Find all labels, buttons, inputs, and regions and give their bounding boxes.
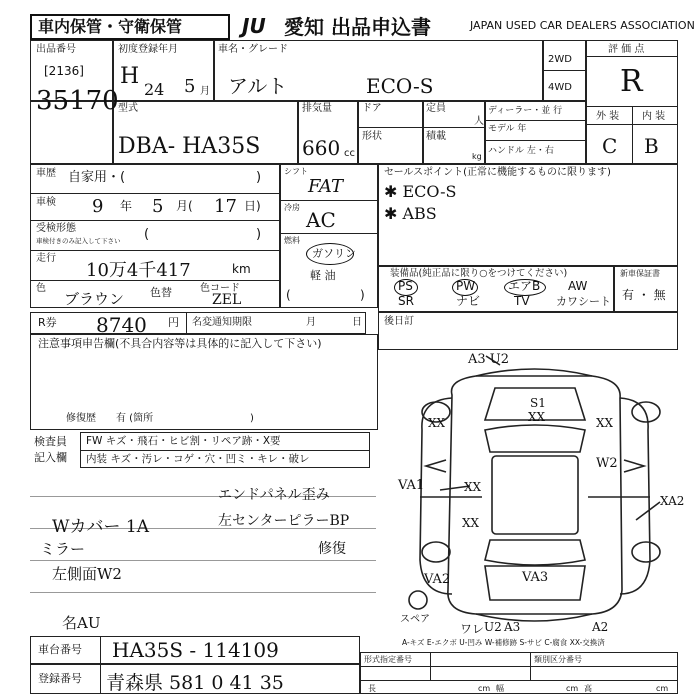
int-value: B bbox=[644, 134, 659, 158]
height-label: 高 bbox=[584, 684, 592, 693]
diagram-mark-front: A3 U2 bbox=[468, 352, 510, 367]
diagram-spare-label: スペア bbox=[400, 614, 430, 625]
equipment-label: 装備品(純正品に限り○をつけてください) bbox=[390, 268, 568, 279]
lot-number: 35170 bbox=[36, 86, 119, 116]
disp-unit: cc bbox=[344, 148, 355, 159]
inspector-label-2: 記入欄 bbox=[34, 451, 67, 464]
history-value: 自家用・( bbox=[68, 170, 126, 185]
recycle-value: 8740 bbox=[96, 313, 147, 337]
cap-label: 定員 bbox=[426, 103, 446, 114]
eval-value: R bbox=[620, 64, 643, 99]
repair-value: 有 (箇所 bbox=[116, 413, 154, 424]
memo-bottom: 名AU bbox=[62, 614, 101, 632]
memo-left-3: 左側面W2 bbox=[52, 565, 122, 583]
aircon-value: AC bbox=[306, 208, 336, 232]
receive-open: ( bbox=[144, 227, 150, 242]
diagram-mark-xa2: XA2 bbox=[660, 494, 685, 508]
history-close: ) bbox=[256, 170, 262, 185]
ext-value: C bbox=[602, 134, 618, 158]
inspection-month-unit: 月( bbox=[176, 199, 193, 213]
handle-label: ハンドル 左・右 bbox=[488, 146, 554, 156]
diagram-mark-a3: A3 bbox=[504, 620, 521, 634]
chassis-label: 車台番号 bbox=[38, 643, 82, 656]
notes-label: 注意事項申告欄(不具合内容等は具体的に記入して下さい) bbox=[38, 337, 322, 350]
inspection-month: 5 bbox=[152, 196, 164, 217]
inspector-row-2: 内装 キズ・汚レ・コゲ・穴・凹ミ・キレ・破レ bbox=[86, 453, 310, 465]
fuel-diesel: 軽 油 bbox=[310, 269, 336, 282]
reg-year: 24 bbox=[144, 80, 165, 99]
registration-label: 登録番号 bbox=[38, 672, 82, 685]
name-label: 車名・グレード bbox=[218, 44, 288, 55]
diagram-mark-xx-hood: XX bbox=[528, 410, 546, 424]
equip-ps: PS bbox=[398, 279, 413, 293]
inspection-label: 車検 bbox=[36, 197, 56, 208]
disp-label: 排気量 bbox=[302, 103, 332, 114]
diagram-mark-xx-left-door: XX bbox=[464, 480, 482, 494]
mileage-unit: km bbox=[232, 262, 251, 276]
load-label: 積載 bbox=[426, 131, 446, 142]
rear-seat-label: 後日訂 bbox=[384, 316, 414, 327]
aircon-label: 冷房 bbox=[284, 203, 300, 212]
selling-point-2: ✱ ABS bbox=[384, 204, 437, 223]
mileage-label: 走行 bbox=[36, 253, 56, 264]
shift-value: FAT bbox=[308, 176, 343, 197]
selling-point-1: ✱ ECO-S bbox=[384, 182, 457, 201]
diagram-mark-va2: VA2 bbox=[424, 572, 451, 587]
diagram-mark-xx-left-front: XX bbox=[428, 416, 446, 430]
mileage-value: 10万4千417 bbox=[86, 260, 191, 281]
color-code-label: 色コード bbox=[200, 283, 240, 294]
equip-navi: ナビ bbox=[456, 294, 481, 308]
reg-era: H bbox=[120, 64, 140, 89]
recycle-unit: 円 bbox=[168, 316, 179, 329]
memo-right-3: 修復 bbox=[318, 541, 346, 557]
length-label: 長 bbox=[368, 684, 376, 693]
diagram-mark-va1: VA1 bbox=[398, 478, 425, 493]
type-label: 型式 bbox=[118, 103, 138, 114]
equip-tv: TV bbox=[514, 294, 530, 308]
class-label: 類別区分番号 bbox=[534, 655, 582, 664]
lot-sub: [2136] bbox=[44, 64, 84, 78]
memo-right-1: エンドパネル歪み bbox=[218, 487, 330, 503]
equip-sr: SR bbox=[398, 294, 414, 308]
equip-aw: AW bbox=[568, 279, 588, 293]
inspection-day: 17 bbox=[214, 196, 237, 217]
diagram-mark-xx-left-rear: XX bbox=[462, 516, 480, 530]
reg-label: 初度登録年月 bbox=[118, 44, 178, 55]
equip-airbag: エアB bbox=[508, 279, 541, 293]
name-change-label: 名変通知期限 bbox=[192, 317, 252, 328]
diagram-mark-xx-right-front: XX bbox=[596, 416, 614, 430]
equip-pw: PW bbox=[456, 279, 476, 293]
inspection-year-unit: 年 bbox=[120, 199, 133, 213]
memo-left-2: ミラー bbox=[40, 540, 86, 558]
recycle-label: R券 bbox=[38, 316, 57, 329]
diagram-mark-s1: S1 bbox=[530, 396, 546, 410]
repair-label: 修復歴 bbox=[66, 413, 96, 424]
history-label: 車歴 bbox=[36, 168, 56, 179]
lot-label: 出品番号 bbox=[36, 44, 76, 55]
form-label: 形式指定番号 bbox=[364, 655, 412, 664]
dealer-label: ディーラー・並 行 bbox=[488, 106, 563, 116]
name-value: アルト bbox=[228, 74, 288, 98]
diagram-mark-a2: A2 bbox=[592, 620, 609, 634]
receive-close: ) bbox=[256, 227, 262, 242]
length-unit: cm bbox=[478, 684, 491, 693]
shape-label: 形状 bbox=[362, 131, 382, 142]
door-label: ドア bbox=[362, 103, 382, 114]
width-unit: cm bbox=[566, 684, 579, 693]
registration-value: 青森県 581 0 41 35 bbox=[106, 672, 284, 694]
drive-4wd: 4WD bbox=[548, 82, 572, 93]
type-value: DBA- HA35S bbox=[118, 134, 261, 159]
color-label: 色 bbox=[36, 283, 46, 294]
diagram-mark-w2: W2 bbox=[596, 456, 618, 471]
equip-seat: カワシート bbox=[556, 295, 611, 308]
repair-close: ) bbox=[250, 413, 254, 424]
diagram-mark-crack: ワレ bbox=[460, 622, 485, 636]
diagram-mark-u2: U2 bbox=[484, 620, 502, 634]
inspection-day-unit: 日) bbox=[244, 199, 261, 213]
fuel-open: ( bbox=[286, 288, 291, 302]
reg-month-unit: 月 bbox=[200, 86, 210, 97]
storage-title: 車内保管・守衛保管 bbox=[30, 14, 230, 40]
reg-month: 5 bbox=[184, 76, 196, 97]
eval-label: 評 価 点 bbox=[608, 44, 645, 55]
selling-label: セールスポイント(正常に機能するものに限ります) bbox=[384, 167, 611, 178]
memo-right-2: 左センターピラーBP bbox=[218, 513, 350, 529]
ju-logo: JU bbox=[242, 14, 266, 38]
disp-value: 660 bbox=[302, 136, 341, 160]
inspector-label-1: 検査員 bbox=[34, 435, 67, 448]
shift-label: シフト bbox=[284, 167, 308, 176]
recycle-month: 月 bbox=[306, 317, 316, 328]
fuel-close: ) bbox=[360, 288, 365, 302]
ext-label: 外 装 bbox=[596, 111, 620, 122]
chassis-value: HA35S - 114109 bbox=[112, 638, 279, 662]
association-name: JAPAN USED CAR DEALERS ASSOCIATION bbox=[470, 19, 695, 32]
inspector-row-1: FW キズ・飛石・ヒビ割・リペア跡・X要 bbox=[86, 435, 281, 447]
color-change-label: 色替 bbox=[150, 286, 172, 299]
fuel-gasoline: ガソリン bbox=[312, 247, 356, 260]
int-label: 内 装 bbox=[642, 111, 666, 122]
diagram-legend: A-キズ E-エクボ U-凹み W-補修跡 S-サビ C-腐食 XX-交換済 bbox=[402, 638, 605, 647]
diagram-mark-va3: VA3 bbox=[522, 570, 549, 585]
drive-2wd: 2WD bbox=[548, 54, 572, 65]
width-label: 幅 bbox=[496, 684, 504, 693]
memo-left-1: Wカバー 1A bbox=[52, 517, 149, 537]
receive-label: 受検形態 bbox=[36, 223, 76, 234]
warranty-value: 有 ・ 無 bbox=[622, 288, 666, 302]
grade-value: ECO-S bbox=[366, 74, 434, 98]
receive-sub: 車検付きのみ記入して下さい bbox=[36, 237, 121, 245]
height-unit: cm bbox=[656, 684, 669, 693]
fuel-label: 燃料 bbox=[284, 236, 300, 245]
form-title: 愛知 出品申込書 bbox=[284, 15, 431, 39]
recycle-day: 日 bbox=[352, 317, 362, 328]
load-unit: kg bbox=[472, 152, 482, 161]
inspection-year: 9 bbox=[92, 196, 104, 217]
warranty-label: 新車保証書 bbox=[620, 269, 660, 278]
color-code-value: ZEL bbox=[212, 292, 242, 308]
color-value: ブラウン bbox=[64, 290, 125, 308]
model-label: モデル 年 bbox=[488, 124, 527, 134]
cap-unit: 人 bbox=[474, 116, 484, 127]
